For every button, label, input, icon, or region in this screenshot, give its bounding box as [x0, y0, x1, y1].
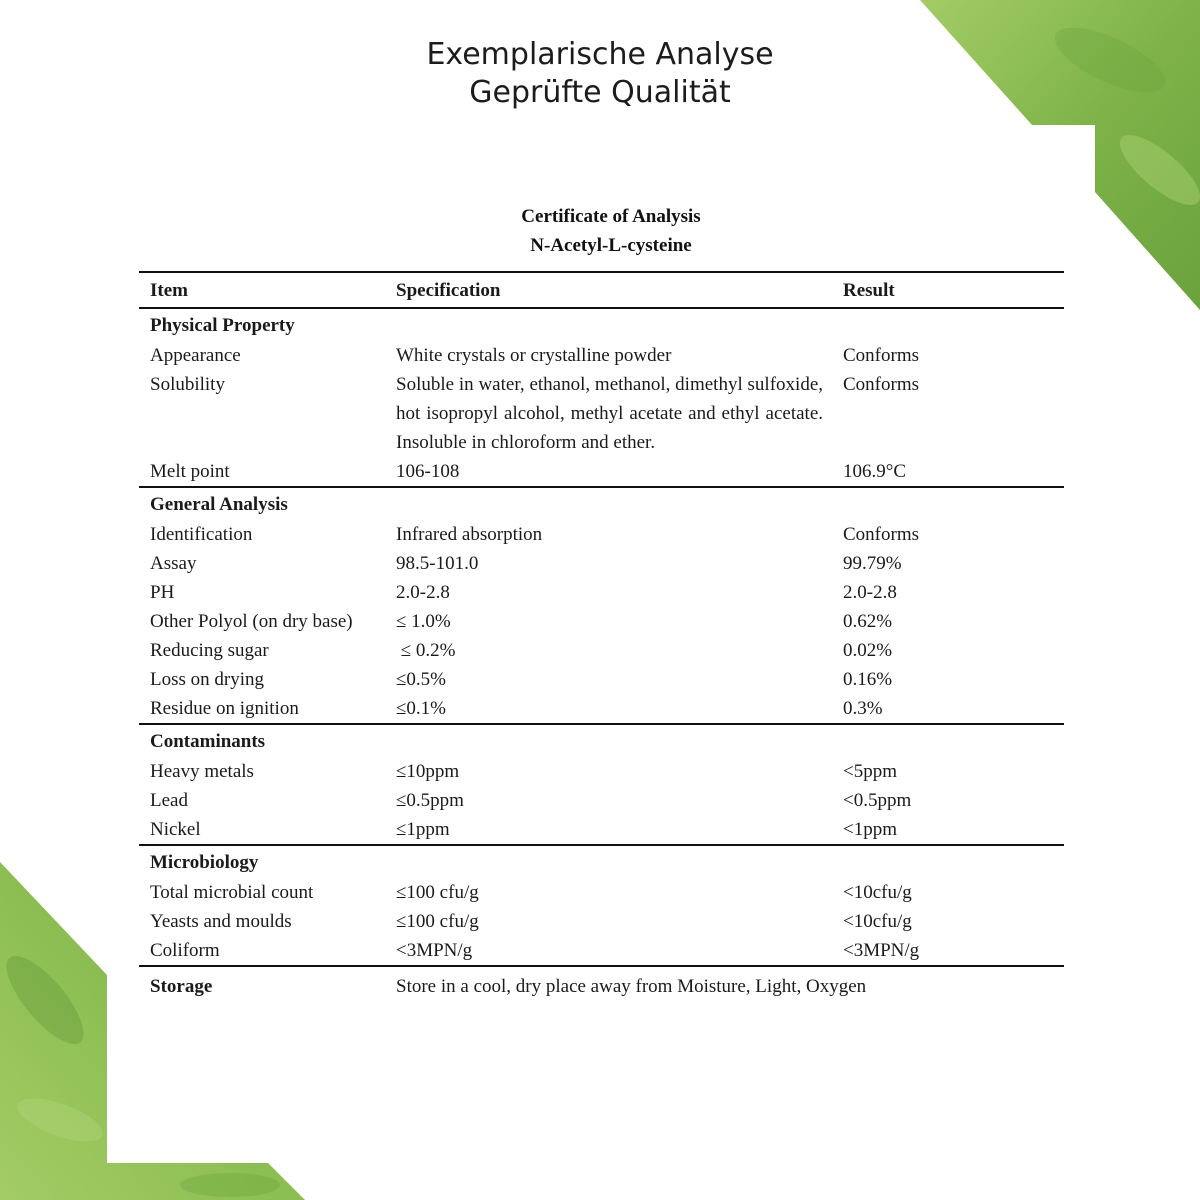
- result-cell: 0.3%: [843, 698, 883, 719]
- item-cell: Total microbial count: [150, 882, 314, 903]
- result-cell: <5ppm: [843, 761, 897, 782]
- table-row: [139, 786, 1064, 815]
- item-cell: Coliform: [150, 940, 220, 961]
- section-heading: [139, 309, 1064, 341]
- column-header-item: Item: [150, 280, 188, 301]
- result-cell: <3MPN/g: [843, 940, 920, 961]
- result-cell: 0.62%: [843, 611, 893, 632]
- item-cell: Loss on drying: [150, 669, 264, 690]
- analysis-table: [139, 271, 1064, 1005]
- table-row: [139, 907, 1064, 936]
- table-row: [139, 878, 1064, 907]
- result-cell: 99.79%: [843, 553, 902, 574]
- result-cell: 106.9°C: [843, 461, 907, 482]
- column-header-result: Result: [843, 280, 895, 301]
- product-name: N-Acetyl-L-cysteine: [530, 235, 692, 256]
- result-cell: Conforms: [843, 374, 919, 395]
- page-heading: [0, 36, 1200, 112]
- spec-cell: 98.5-101.0: [396, 553, 479, 574]
- heading-line-1: Exemplarische Analyse: [426, 37, 774, 72]
- item-cell: Residue on ignition: [150, 698, 299, 719]
- result-cell: Conforms: [843, 524, 919, 545]
- item-cell: Melt point: [150, 461, 230, 482]
- result-cell: 0.16%: [843, 669, 893, 690]
- section-general-analysis: General Analysis: [150, 494, 288, 515]
- item-cell: Yeasts and moulds: [150, 911, 292, 932]
- result-cell: <10cfu/g: [843, 882, 912, 903]
- spec-cell: ≤100 cfu/g: [396, 911, 479, 932]
- table-row: [139, 815, 1064, 844]
- result-cell: Conforms: [843, 345, 919, 366]
- table-header-row: [139, 273, 1064, 307]
- result-cell: 2.0-2.8: [843, 582, 897, 603]
- spec-cell: <3MPN/g: [396, 940, 473, 961]
- section-heading: [139, 488, 1064, 520]
- column-header-specification: Specification: [396, 280, 501, 301]
- spec-cell: ≤1ppm: [396, 819, 450, 840]
- table-row: [139, 636, 1064, 665]
- storage-row: [139, 967, 1064, 1005]
- spec-cell: ≤10ppm: [396, 761, 460, 782]
- spec-cell: ≤0.5ppm: [396, 790, 464, 811]
- spec-cell: ≤ 1.0%: [396, 611, 451, 632]
- table-row: [139, 694, 1064, 723]
- storage-text: Store in a cool, dry place away from Moisture, Light, Oxygen: [396, 976, 867, 997]
- table-row: [139, 457, 1064, 486]
- spec-cell: 2.0-2.8: [396, 582, 450, 603]
- table-row: [139, 341, 1064, 370]
- table-row: [139, 520, 1064, 549]
- table-row: [139, 578, 1064, 607]
- section-heading: [139, 846, 1064, 878]
- spec-cell: Soluble in water, ethanol, methanol, dimethyl sulfoxide, hot isopropyl alcohol, methyl acetate and ethyl acetate. Insoluble in chloroform and ether.: [396, 374, 823, 453]
- table-row: [139, 757, 1064, 786]
- section-contaminants: Contaminants: [150, 731, 266, 752]
- heading-line-2: Geprüfte Qualität: [469, 75, 731, 110]
- spec-cell: ≤0.5%: [396, 669, 447, 690]
- item-cell: Appearance: [150, 345, 241, 366]
- table-row: [139, 370, 1064, 457]
- table-row: [139, 665, 1064, 694]
- spec-cell: 106-108: [396, 461, 460, 482]
- result-cell: <1ppm: [843, 819, 897, 840]
- item-cell: Heavy metals: [150, 761, 254, 782]
- item-cell: Nickel: [150, 819, 201, 840]
- spec-cell: ≤ 0.2%: [396, 640, 456, 661]
- item-cell: Identification: [150, 524, 253, 545]
- spec-cell: ≤0.1%: [396, 698, 447, 719]
- table-row: [139, 936, 1064, 965]
- storage-label: Storage: [150, 976, 213, 997]
- result-cell: 0.02%: [843, 640, 893, 661]
- section-microbiology: Microbiology: [150, 852, 259, 873]
- result-cell: <0.5ppm: [843, 790, 912, 811]
- item-cell: Assay: [150, 553, 197, 574]
- item-cell: Reducing sugar: [150, 640, 269, 661]
- section-heading: [139, 725, 1064, 757]
- section-physical-property: Physical Property: [150, 315, 295, 336]
- item-cell: Lead: [150, 790, 188, 811]
- spec-cell: Infrared absorption: [396, 524, 543, 545]
- table-row: [139, 549, 1064, 578]
- item-cell: PH: [150, 582, 175, 603]
- table-row: [139, 607, 1064, 636]
- item-cell: Solubility: [150, 374, 225, 395]
- result-cell: <10cfu/g: [843, 911, 912, 932]
- item-cell: Other Polyol (on dry base): [150, 611, 353, 632]
- certificate-title: Certificate of Analysis: [521, 206, 701, 227]
- spec-cell: ≤100 cfu/g: [396, 882, 479, 903]
- spec-cell: White crystals or crystalline powder: [396, 345, 672, 366]
